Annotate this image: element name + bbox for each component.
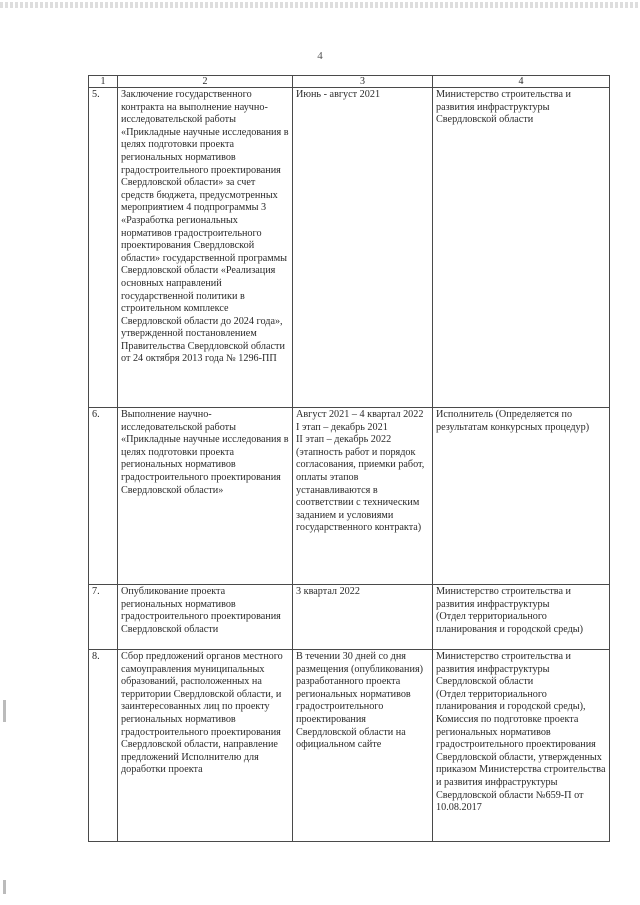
event-cell: Заключение государственного контракта на выполнение научно-исследовательской работы «Прикладные научные исследования в целях подготовки проекта региональных нормативов градостроительного проектирования Свердловской области» за счет средств бюджета, предусмотренных мероприятием 4 подпрограммы 3 «Разработка региональных нормативов градостроительного проектирования Свердловской области» государственной программы Свердловской области «Реализация основных направлений государственной политики в строительном комплексе Свердловской области до 2024 года», утвержденной постановлением Правительства Свердловской области от 24 октября 2013 года № 1296-ПП — [118, 88, 293, 408]
row-number: 6. — [89, 408, 118, 585]
term-cell: 3 квартал 2022 — [293, 585, 433, 650]
page-number: 4 — [317, 50, 323, 62]
responsible-cell: Исполнитель (Определяется по результатам конкурсных процедур) — [433, 408, 610, 585]
responsible-cell: Министерство строительства и развития инфраструктуры Свердловской области — [433, 88, 610, 408]
table-header-row — [89, 76, 610, 88]
term-cell: Июнь - август 2021 — [293, 88, 433, 408]
column-header: 2 — [118, 76, 293, 88]
scan-artifact-top — [0, 2, 640, 8]
column-header: 1 — [89, 76, 118, 88]
table-row — [89, 585, 610, 650]
table-row — [89, 88, 610, 408]
schedule-table — [88, 75, 610, 842]
table-row — [89, 408, 610, 585]
responsible-cell: Министерство строительства и развития инфраструктуры (Отдел территориального планирования и городской среды) — [433, 585, 610, 650]
scan-artifact-edge — [3, 880, 6, 894]
event-cell: Сбор предложений органов местного самоуправления муниципальных образований, расположенных на территории Свердловской области, и заинтересованных лиц по проекту региональных нормативов градостроительного проектирования Свердловской области, направление предложений Исполнителю для доработки проекта — [118, 650, 293, 842]
column-header: 3 — [293, 76, 433, 88]
event-cell: Опубликование проекта региональных нормативов градостроительного проектирования Свердловской области — [118, 585, 293, 650]
scan-artifact-edge — [3, 700, 6, 722]
row-number: 8. — [89, 650, 118, 842]
row-number: 5. — [89, 88, 118, 408]
term-cell: Август 2021 – 4 квартал 2022 I этап – декабрь 2021 II этап – декабрь 2022 (этапность работ и порядок согласования, приемки работ, оплаты этапов устанавливаются в соответствии с техническим заданием и условиями государственного контракта) — [293, 408, 433, 585]
event-cell: Выполнение научно-исследовательской работы «Прикладные научные исследования в целях подготовки проекта региональных нормативов градостроительного проектирования Свердловской области» — [118, 408, 293, 585]
responsible-cell: Министерство строительства и развития инфраструктуры Свердловской области (Отдел территориального планирования и городской среды), Комиссия по подготовке проекта региональных нормативов градостроительного проектирования Свердловской области, утвержденных приказом Министерства строительства и развития инфраструктуры Свердловской области №659-П от 10.08.2017 — [433, 650, 610, 842]
row-number: 7. — [89, 585, 118, 650]
term-cell: В течении 30 дней со дня размещения (опубликования) разработанного проекта региональных нормативов градостроительного проектирования Свердловской области на официальном сайте — [293, 650, 433, 842]
column-header: 4 — [433, 76, 610, 88]
table-row — [89, 650, 610, 842]
